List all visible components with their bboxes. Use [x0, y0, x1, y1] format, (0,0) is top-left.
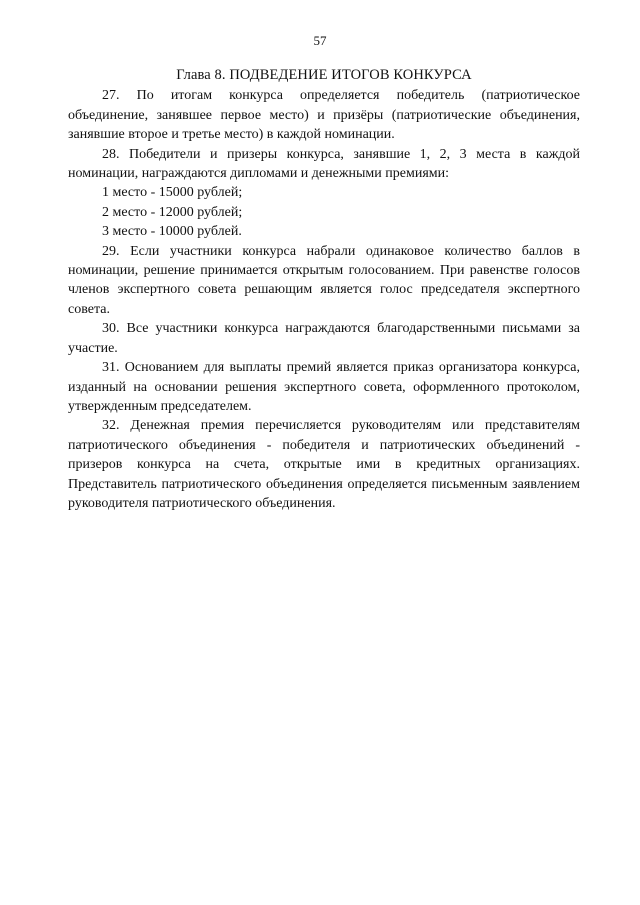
clause-31: 31. Основанием для выплаты премий является приказ организатора конкурса, изданный на основании решения экспертного совета, оформленного протоколом, утвержденным председателем. [68, 360, 580, 414]
prize-first-place: 1 место - 15000 рублей; [102, 185, 243, 201]
clause-29: 29. Если участники конкурса набрали одинаковое количество баллов в номинации, решение принимается открытым голосованием. При равенстве голосов членов экспертного совета решающим является голос председателя экспертного совета. [68, 243, 580, 317]
clause-28: 28. Победители и призеры конкурса, занявшие 1, 2, 3 места в каждой номинации, награждаются дипломами и денежными премиями: [68, 146, 580, 182]
prize-third-place: 3 место - 10000 рублей. [102, 224, 242, 240]
clause-32: 32. Денежная премия перечисляется руководителям или представителям патриотического объединения - победителя и патриотических объединений - призеров конкурса на счета, открытые ими в кредитных организациях. Представитель патриотического объединения определяется письменным заявлением руководителя патриотического объединения. [68, 418, 580, 511]
chapter-title: Глава 8. ПОДВЕДЕНИЕ ИТОГОВ КОНКУРСА [176, 67, 472, 83]
document-body [68, 66, 580, 513]
prize-second-place: 2 место - 12000 рублей; [102, 204, 243, 220]
clause-27: 27. По итогам конкурса определяется победитель (патриотическое объединение, занявшее первое место) и призёры (патриотические объединения, занявшие второе и третье место) в каждой номинации. [68, 88, 580, 143]
clause-30: 30. Все участники конкурса награждаются благодарственными письмами за участие. [68, 321, 580, 356]
page-number: 57 [313, 33, 327, 48]
